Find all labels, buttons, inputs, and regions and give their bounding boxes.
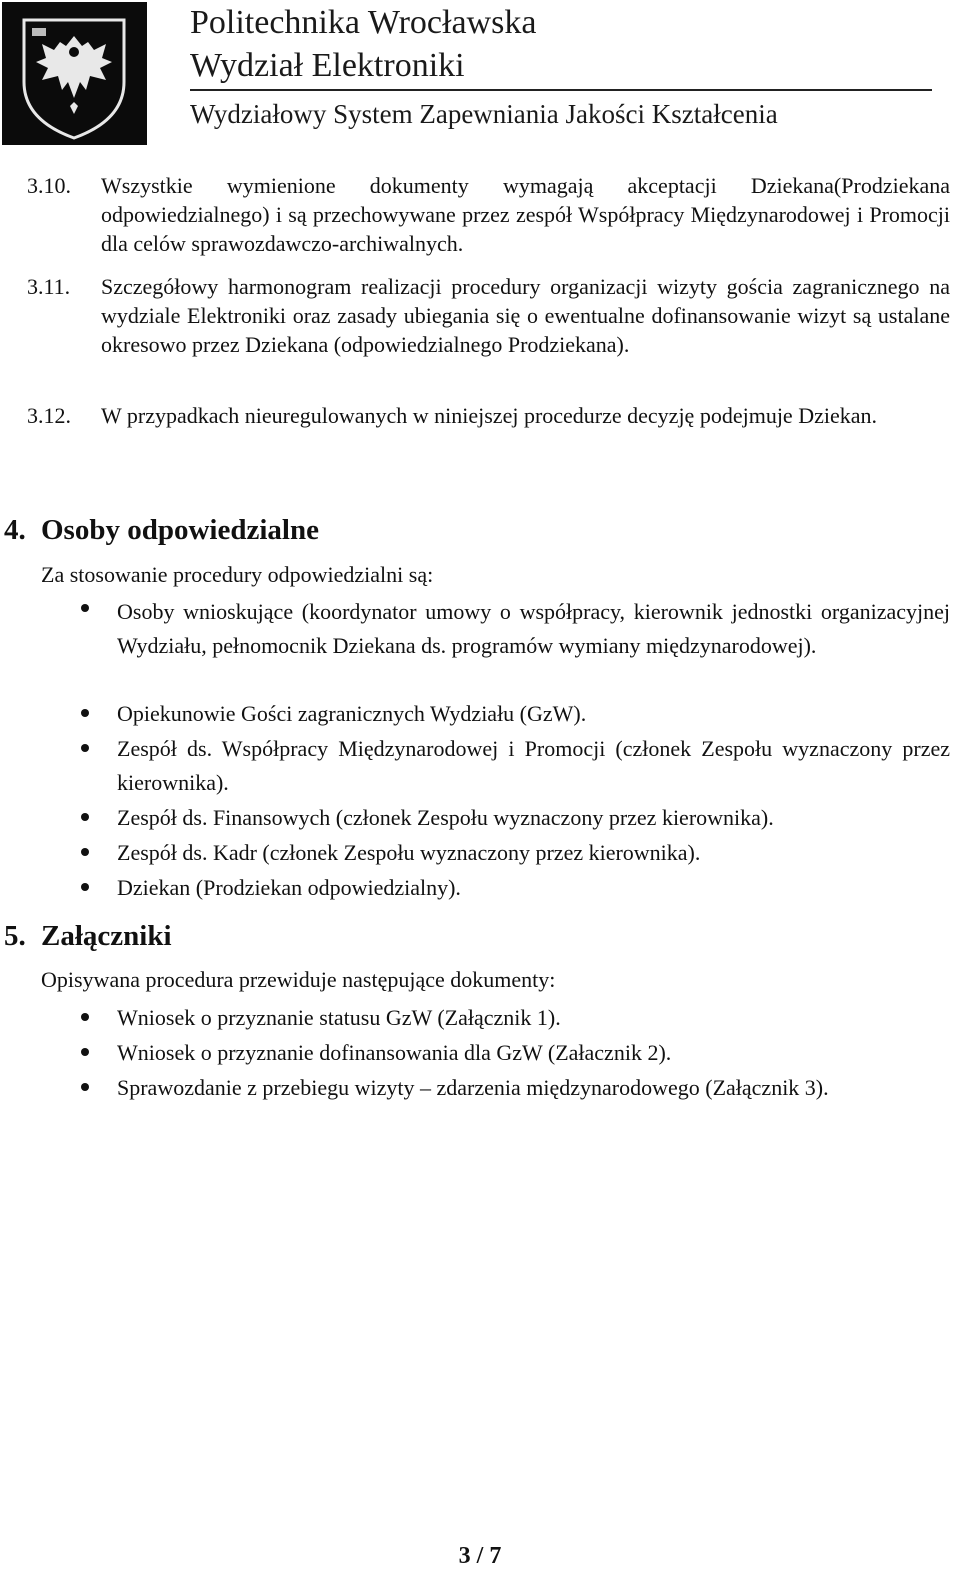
bullet-icon (81, 709, 89, 717)
section-intro: Opisywana procedura przewiduje następujące dokumenty: (41, 967, 556, 992)
clause-text: W przypadkach nieuregulowanych w niniejszej procedurze decyzję podejmuje Dziekan. (101, 403, 877, 428)
clause-text: Szczegółowy harmonogram realizacji procedury organizacji wizyty gościa zagranicznego na wydziale Elektroniki oraz zasady ubiegania się o ewentualne dofinansowanie wizyt są ustalane okresowo przez Dziekana (odpowiedzialnego Prodziekana). (101, 274, 950, 357)
section-number: 4. (4, 514, 26, 546)
clause-number: 3.11. (27, 274, 71, 299)
bullet-icon (81, 813, 89, 821)
clause-number: 3.10. (27, 173, 71, 198)
list-item: Osoby wnioskujące (koordynator umowy o współpracy, kierownik jednostki organizacyjnej Wydziału, pełnomocnik Dziekana ds. programów wymiany międzynarodowej). (117, 599, 950, 658)
bullet-icon (81, 848, 89, 856)
list-item: Sprawozdanie z przebiegu wizyty – zdarzenia międzynarodowego (Załącznik 3). (117, 1075, 829, 1100)
university-logo (2, 2, 147, 145)
list-item: Dziekan (Prodziekan odpowiedzialny). (117, 875, 461, 900)
list-item: Zespół ds. Finansowych (członek Zespołu wyznaczony przez kierownika). (117, 805, 774, 830)
section-intro: Za stosowanie procedury odpowiedzialni są: (41, 562, 434, 587)
section-title: Załączniki (41, 920, 172, 952)
bullet-icon (81, 604, 89, 612)
section-title: Osoby odpowiedzialne (41, 514, 319, 546)
list-item: Zespół ds. Kadr (członek Zespołu wyznaczony przez kierownika). (117, 840, 701, 865)
header-divider (190, 89, 932, 91)
bullet-icon (81, 1013, 89, 1021)
quality-system-title: Wydziałowy System Zapewniania Jakości Kształcenia (190, 99, 778, 129)
bullet-icon (81, 1083, 89, 1091)
bullet-icon (81, 883, 89, 891)
clause-number: 3.12. (27, 403, 71, 428)
section-heading (4, 919, 172, 953)
list-item: Wniosek o przyznanie statusu GzW (Załącznik 1). (117, 1005, 561, 1030)
clause-text: Wszystkie wymienione dokumenty wymagają akceptacji Dziekana(Prodziekana odpowiedzialnego) i są przechowywane przez zespół Współpracy Międzynarodowej i Promocji dla celów sprawozdawczo-archiwalnych. (101, 173, 950, 256)
faculty-name: Wydział Elektroniki (190, 47, 465, 84)
list-item: Zespół ds. Współpracy Międzynarodowej i Promocji (członek Zespołu wyznaczony przez kierownika). (117, 736, 950, 795)
section-heading (4, 513, 319, 547)
bullet-icon (81, 1048, 89, 1056)
page-number: 3 / 7 (458, 1543, 502, 1569)
list-item: Opiekunowie Gości zagranicznych Wydziału (GzW). (117, 701, 587, 726)
section-number: 5. (4, 920, 26, 952)
university-name: Politechnika Wrocławska (190, 4, 537, 41)
bullet-icon (81, 744, 89, 752)
eagle-emblem-icon (2, 2, 147, 145)
list-item: Wniosek o przyznanie dofinansowania dla GzW (Załacznik 2). (117, 1040, 672, 1065)
